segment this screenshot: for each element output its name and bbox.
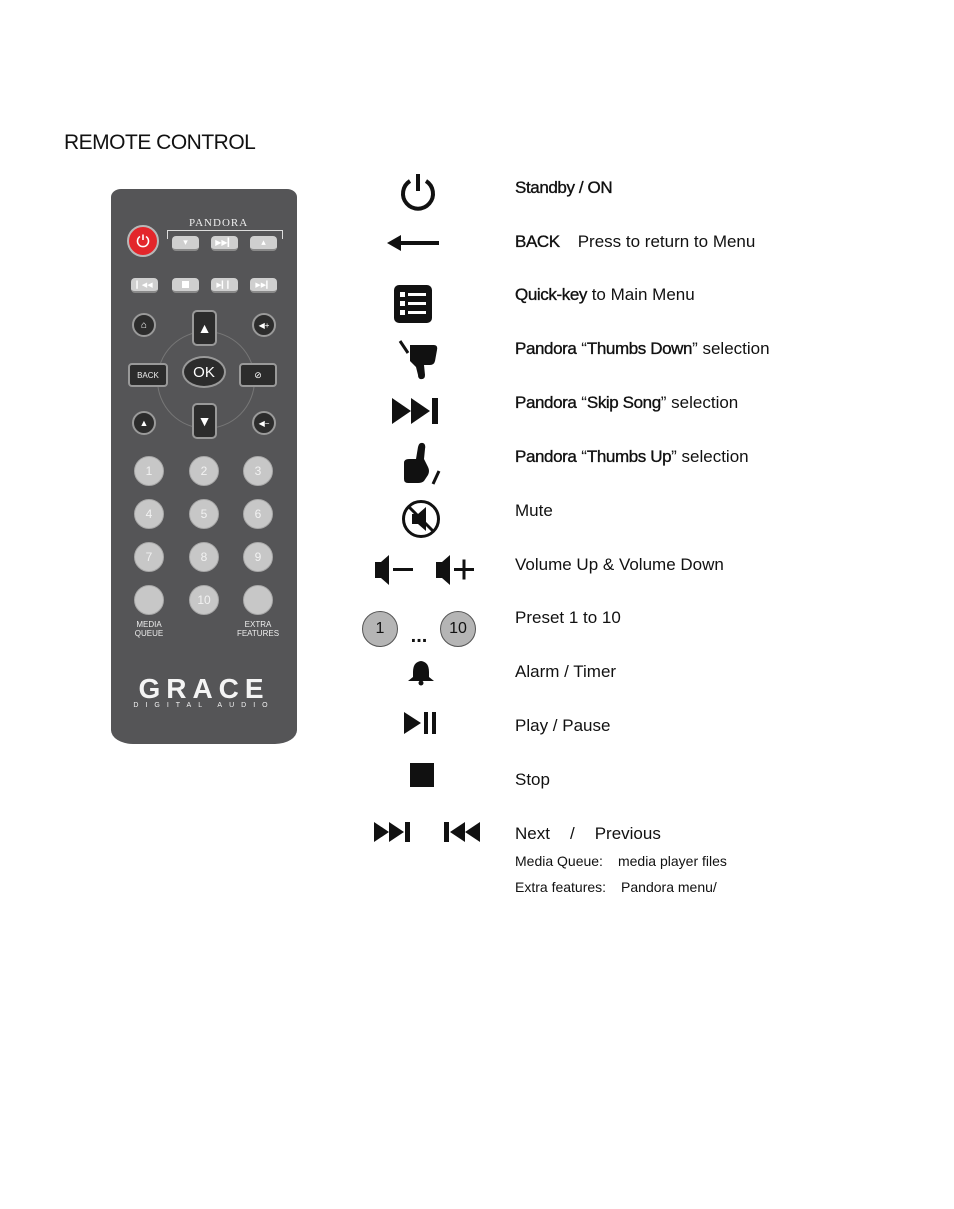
remote-preset-5: 5 xyxy=(189,499,219,529)
legend-mute-icon xyxy=(399,497,443,541)
legend-next-previous-text: Next / Previous xyxy=(515,824,661,843)
skip-icon xyxy=(392,398,440,424)
remote-next-button xyxy=(250,278,277,293)
skip-icon: ▶▶▎ xyxy=(215,238,234,247)
note-extra-features: Extra features: Pandora menu/ xyxy=(515,879,717,895)
remote-preset-9: 9 xyxy=(243,542,273,572)
remote-down-button xyxy=(192,403,217,439)
preset-10-icon: 10 xyxy=(440,611,476,647)
power-icon xyxy=(399,172,437,214)
legend-back-arrow-icon xyxy=(385,232,440,254)
legend-stop-text: Stop xyxy=(515,770,550,789)
previous-icon: ▎◀◀ xyxy=(136,281,153,289)
remote-preset-4: 4 xyxy=(134,499,164,529)
legend-skip-icon xyxy=(390,395,442,427)
alarm-bell-icon: ▲ xyxy=(139,418,149,428)
mute-icon: ⊘ xyxy=(254,369,262,380)
play-pause-icon xyxy=(404,712,438,734)
legend-thumbs-down-text: Pandora “Thumbs Down” selection xyxy=(515,339,770,358)
preset-ellipsis: ... xyxy=(410,624,428,647)
volume-icons xyxy=(372,553,480,587)
legend-menu-list-icon xyxy=(393,284,433,324)
legend-play-pause-icon xyxy=(403,711,439,735)
power-icon xyxy=(135,233,151,249)
thumbs-down-icon: ▾ xyxy=(183,237,188,247)
legend-stop-icon xyxy=(409,762,435,788)
legend-volume-icons xyxy=(372,552,480,588)
thumbs-up-icon xyxy=(400,441,442,485)
remote-control-image xyxy=(111,189,297,744)
remote-play-pause-button xyxy=(211,278,238,293)
legend-preset-text: Preset 1 to 10 xyxy=(515,608,621,627)
remote-preset-2: 2 xyxy=(189,456,219,486)
legend-skip-text: Pandora “Skip Song” selection xyxy=(515,393,739,412)
thumbs-up-icon: ▴ xyxy=(261,237,266,247)
page-title: REMOTE CONTROL xyxy=(64,131,256,154)
remote-stop-button xyxy=(172,278,199,293)
remote-preset-8: 8 xyxy=(189,542,219,572)
remote-alarm-button xyxy=(132,411,156,435)
alarm-bell-icon xyxy=(407,660,435,686)
back-arrow-icon xyxy=(387,235,439,251)
remote-back-button: BACK xyxy=(128,363,168,387)
volume-up-icon xyxy=(436,555,474,585)
legend-thumbs-up-text: Pandora “Thumbs Up” selection xyxy=(515,447,749,466)
remote-preset-10: 10 xyxy=(189,585,219,615)
legend-preset-icons xyxy=(360,608,478,650)
media-queue-caption: MEDIA QUEUE xyxy=(134,620,164,638)
mute-icon xyxy=(401,499,441,539)
remote-extra-features-button xyxy=(243,585,273,615)
remote-media-queue-button xyxy=(134,585,164,615)
legend-mute-text: Mute xyxy=(515,501,553,520)
menu-list-icon xyxy=(394,285,432,323)
play-pause-icon: ▶▎▎ xyxy=(216,281,233,289)
remote-ok-button: OK xyxy=(182,356,226,388)
extra-features-caption: EXTRA FEATURES xyxy=(236,620,280,638)
legend-back-text: BACK Press to return to Menu xyxy=(515,232,756,251)
remote-home-button xyxy=(132,313,156,337)
next-icon: ▶▶▎ xyxy=(255,281,272,289)
remote-preset-3: 3 xyxy=(243,456,273,486)
legend-alarm-text: Alarm / Timer xyxy=(515,662,617,681)
pandora-label: PANDORA xyxy=(189,217,249,229)
stop-icon xyxy=(410,763,434,787)
legend-thumbs-up-icon xyxy=(398,440,443,486)
next-icon xyxy=(372,822,412,842)
preset-1-icon: 1 xyxy=(362,611,398,647)
note-media-queue: Media Queue: media player files xyxy=(515,853,727,869)
legend-power-icon xyxy=(393,170,443,215)
volume-down-icon: ◀− xyxy=(258,418,270,428)
arrow-down-icon: ▼ xyxy=(197,413,212,429)
thumbs-down-icon xyxy=(398,339,438,381)
remote-preset-7: 7 xyxy=(134,542,164,572)
remote-preset-1: 1 xyxy=(134,456,164,486)
legend-standby-text: Standby / ON xyxy=(515,178,613,197)
arrow-up-icon: ▲ xyxy=(197,320,212,336)
grace-logo: GRACE DIGITAL AUDIO xyxy=(133,673,275,709)
stop-icon xyxy=(182,281,189,288)
legend-volume-text: Volume Up & Volume Down xyxy=(515,555,724,574)
home-icon: ⌂ xyxy=(140,319,148,331)
remote-thumbs-down-button xyxy=(172,236,199,251)
legend-next-previous-icons xyxy=(372,819,482,845)
remote-preset-6: 6 xyxy=(243,499,273,529)
remote-skip-button xyxy=(211,236,238,251)
legend-thumbs-down-icon xyxy=(395,337,440,382)
remote-previous-button xyxy=(131,278,158,293)
remote-thumbs-up-button xyxy=(250,236,277,251)
volume-down-icon xyxy=(375,555,413,585)
remote-up-button xyxy=(192,310,217,346)
remote-volume-down-button xyxy=(252,411,276,435)
legend-quick-key-text: Quick-key to Main Menu xyxy=(515,285,695,304)
remote-volume-up-button xyxy=(252,313,276,337)
remote-power-button xyxy=(127,225,159,257)
remote-mute-button xyxy=(239,363,277,387)
volume-up-icon: ◀+ xyxy=(258,320,270,330)
legend-alarm-bell-icon xyxy=(405,659,437,687)
previous-icon xyxy=(442,822,482,842)
legend-play-pause-text: Play / Pause xyxy=(515,716,611,735)
